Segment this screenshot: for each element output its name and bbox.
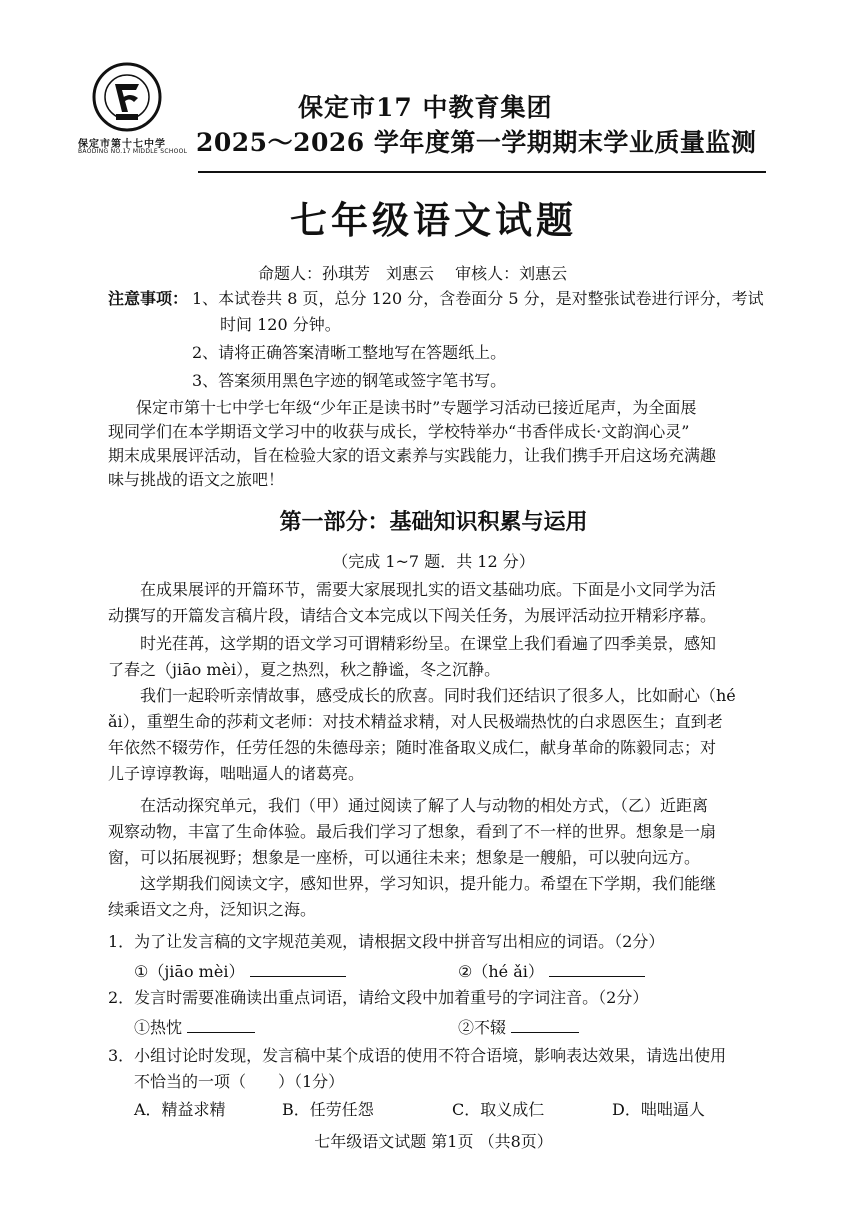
- page-title: 七年级语文试题: [290, 199, 577, 242]
- passage-line: 续乘语文之舟，泛知识之海。: [108, 900, 317, 919]
- question-3: 3．小组讨论时发现，发言稿中某个成语的使用不符合语境，影响表达效果，请选出使用: [108, 1046, 727, 1065]
- passage-line: 儿子谆谆教诲，咄咄逼人的诸葛亮。: [108, 764, 365, 783]
- part1-title: 第一部分：基础知识积累与运用: [279, 510, 588, 535]
- question-1: 1．为了让发言稿的文字规范美观，请根据文段中拼音写出相应的词语。（2分）: [108, 932, 665, 951]
- question-3-cont: 不恰当的一项（ ）（1分）: [134, 1072, 345, 1091]
- header-line-1: 保定市17 中教育集团: [298, 93, 553, 122]
- lead-line: 动撰写的开篇发言稿片段，请结合文本完成以下闯关任务，为展评活动拉开精彩序幕。: [108, 606, 717, 625]
- page-footer: 七年级语文试题 第1页 （共8页）: [314, 1132, 553, 1151]
- passage-line: 观察动物，丰富了生命体验。最后我们学习了想象，看到了不一样的世界。想象是一扇: [108, 822, 717, 841]
- q1-item-b: [458, 958, 645, 984]
- q1-item-b-label: ②（hé ǎi）: [458, 962, 544, 981]
- passage-line: 时光荏苒，这学期的语文学习可谓精彩纷呈。在课堂上我们看遍了四季美景，感知: [140, 634, 717, 653]
- passage-line: 在活动探究单元，我们（甲）通过阅读了解了人与动物的相处方式，（乙）近距离: [140, 796, 709, 815]
- header-line-2: 2025～2026 学年度第一学期期末学业质量监测: [196, 128, 757, 157]
- q3-option-c[interactable]: C．取义成仁: [452, 1100, 545, 1119]
- passage-line: 这学期我们阅读文字，感知世界，学习知识，提升能力。希望在下学期，我们能继: [140, 874, 717, 893]
- notice-item-3: 3、答案须用黑色字迹的钢笔或签字笔书写。: [192, 371, 507, 390]
- school-logo: [92, 62, 162, 134]
- q1-item-a: [134, 958, 346, 984]
- q3-option-b[interactable]: B．任劳任怨: [282, 1100, 374, 1119]
- logo-name-en: BAODING NO.17 MIDDLE SCHOOL: [78, 148, 188, 155]
- authors: 命题人：孙琪芳 刘惠云 审核人：刘惠云: [258, 264, 568, 283]
- q2-answer-blank-a[interactable]: [187, 1014, 255, 1033]
- intro-line: 保定市第十七中学七年级“少年正是读书时”专题学习活动已接近尾声，为全面展: [136, 398, 697, 417]
- intro-line: 现同学们在本学期语文学习中的收获与成长，学校特举办“书香伴成长·文韵润心灵”: [108, 422, 690, 441]
- notice-item-1-cont: 时间 120 分钟。: [220, 315, 341, 334]
- q2-item-b: [458, 1014, 579, 1040]
- intro-line: 期末成果展评活动，旨在检验大家的语文素养与实践能力，让我们携手开启这场充满趣: [108, 446, 717, 465]
- notice-label: 注意事项：: [108, 289, 189, 308]
- passage-line: ǎi），重塑生命的莎莉文老师：对技术精益求精，对人民极端热忱的白求恩医生；直到老: [108, 712, 723, 731]
- passage-line: 窗，可以拓展视野；想象是一座桥，可以通往未来；想象是一艘船，可以驶向远方。: [108, 848, 701, 867]
- lead-line: 在成果展评的开篇环节，需要大家展现扎实的语文基础功底。下面是小文同学为活: [140, 580, 717, 599]
- passage-line: 年依然不辍劳作，任劳任怨的朱德母亲；随时准备取义成仁，献身革命的陈毅同志；对: [108, 738, 717, 757]
- notice-item-1: 1、本试卷共 8 页，总分 120 分，含卷面分 5 分，是对整张试卷进行评分，考试: [192, 289, 764, 308]
- notice-item-2: 2、请将正确答案清晰工整地写在答题纸上。: [192, 343, 507, 362]
- q2-item-b-label: ②不辍: [458, 1018, 507, 1037]
- passage-line: 了春之（jiāo mèi），夏之热烈，秋之静谧，冬之沉静。: [108, 660, 501, 679]
- header-divider: [198, 171, 766, 173]
- q1-answer-blank-a[interactable]: [250, 958, 346, 977]
- q3-option-d[interactable]: D．咄咄逼人: [612, 1100, 705, 1119]
- logo-name-cn: 保定市第十七中学: [78, 139, 166, 150]
- q1-answer-blank-b[interactable]: [549, 958, 645, 977]
- q1-item-a-label: ①（jiāo mèi）: [134, 962, 245, 981]
- part1-subtitle: （完成 1~7 题．共 12 分）: [332, 552, 535, 571]
- q2-item-a-label: ①热忱: [134, 1018, 183, 1037]
- question-2: 2．发言时需要准确读出重点词语，请给文段中加着重号的字词注音。（2分）: [108, 988, 649, 1007]
- q2-item-a: [134, 1014, 255, 1040]
- passage-line: 我们一起聆听亲情故事，感受成长的欣喜。同时我们还结识了很多人，比如耐心（hé: [140, 686, 736, 705]
- q2-answer-blank-b[interactable]: [511, 1014, 579, 1033]
- intro-line: 味与挑战的语文之旅吧！: [108, 470, 285, 489]
- q3-option-a[interactable]: A．精益求精: [134, 1100, 226, 1119]
